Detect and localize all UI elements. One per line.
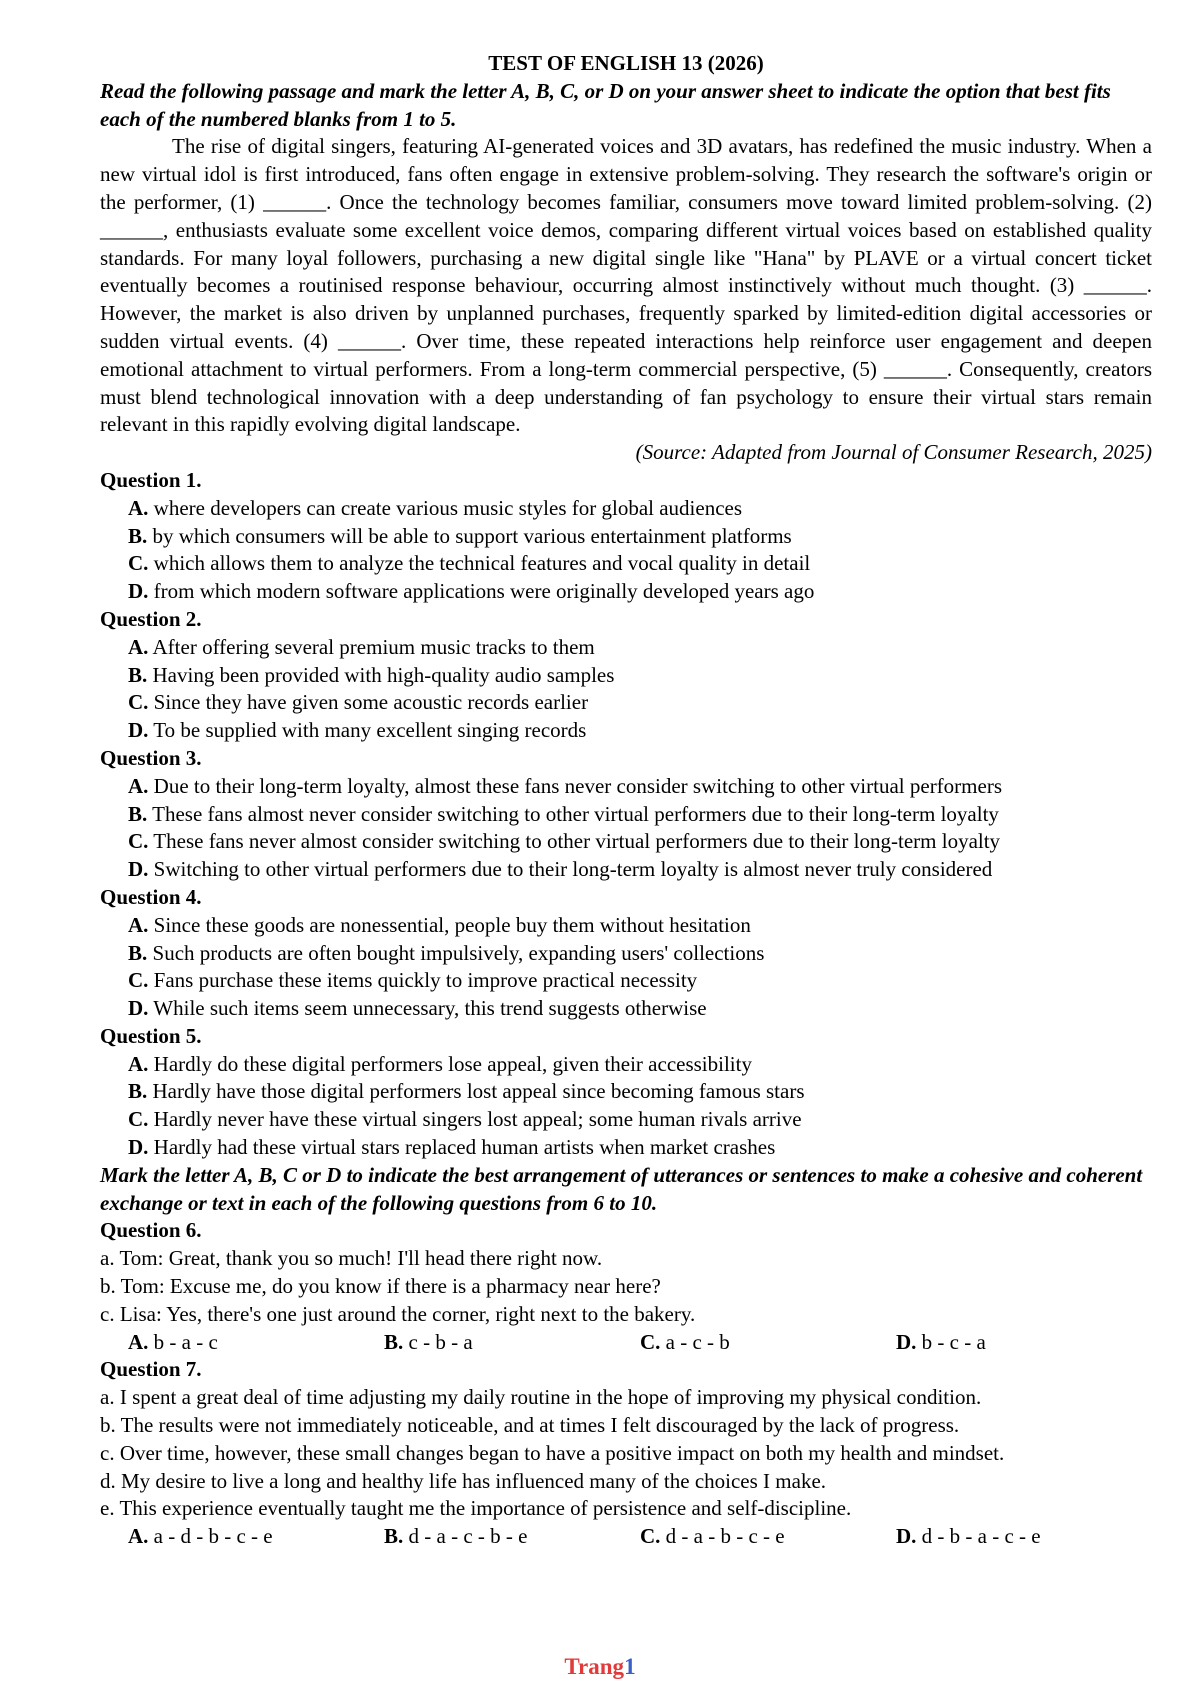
question-1	[100, 467, 1152, 606]
option-b[interactable]	[100, 940, 1152, 968]
question-heading: Question 3.	[100, 745, 202, 770]
page-footer	[0, 1654, 1200, 1680]
option-letter: C.	[128, 968, 149, 993]
option-letter: B.	[128, 662, 148, 687]
option-d[interactable]	[100, 578, 1152, 606]
option-letter: C.	[128, 1107, 149, 1132]
question-2	[100, 606, 1152, 745]
option-text: d - a - b - c - e	[665, 1524, 785, 1549]
question-heading: Question 2.	[100, 606, 202, 631]
option-letter: A.	[128, 773, 149, 798]
option-a[interactable]	[128, 1523, 384, 1551]
question-heading: Question 7.	[100, 1357, 202, 1382]
sentence-line: a. I spent a great deal of time adjusting my daily routine in the hope of improving my physical condition.	[100, 1385, 982, 1410]
question-heading: Question 4.	[100, 884, 202, 909]
option-text: These fans never almost consider switching to other virtual performers due to their long-term loyalty	[153, 829, 1001, 854]
option-text: Hardly have those digital performers lost appeal since becoming famous stars	[152, 1079, 805, 1104]
option-letter: C.	[640, 1524, 661, 1549]
option-text: While such items seem unnecessary, this trend suggests otherwise	[153, 996, 707, 1021]
option-letter: A.	[128, 912, 149, 937]
option-text: c - b - a	[408, 1329, 473, 1354]
option-letter: B.	[384, 1524, 404, 1549]
question-heading: Question 6.	[100, 1218, 202, 1243]
option-letter: D.	[896, 1329, 917, 1354]
option-c[interactable]	[100, 967, 1152, 995]
option-c[interactable]	[640, 1523, 896, 1551]
page-number: 1	[624, 1654, 636, 1679]
option-a[interactable]	[128, 1329, 384, 1357]
question-heading: Question 1.	[100, 467, 202, 492]
option-text: b - c - a	[921, 1329, 986, 1354]
sentence-line: b. Tom: Excuse me, do you know if there is a pharmacy near here?	[100, 1274, 661, 1299]
option-text: To be supplied with many excellent singing records	[153, 718, 587, 743]
option-text: Hardly had these virtual stars replaced human artists when market crashes	[153, 1135, 776, 1160]
option-letter: B.	[128, 940, 148, 965]
answer-options-row	[100, 1523, 1152, 1551]
page-title: TEST OF ENGLISH 13 (2026)	[488, 51, 764, 75]
option-letter: D.	[128, 857, 149, 882]
option-d[interactable]	[100, 717, 1152, 745]
sentence-line: b. The results were not immediately noticeable, and at times I felt discouraged by the lack of progress.	[100, 1413, 960, 1438]
option-text: b - a - c	[153, 1329, 218, 1354]
option-letter: D.	[128, 996, 149, 1021]
option-letter: A.	[128, 1051, 149, 1076]
option-d[interactable]	[100, 1134, 1152, 1162]
option-letter: A.	[128, 495, 149, 520]
option-b[interactable]	[100, 662, 1152, 690]
option-text: Due to their long-term loyalty, almost these fans never consider switching to other virtual performers	[153, 773, 1002, 798]
option-text: Switching to other virtual performers due to their long-term loyalty is almost never truly considered	[153, 857, 993, 882]
option-letter: D.	[128, 1135, 149, 1160]
option-letter: C.	[128, 690, 149, 715]
option-a[interactable]	[100, 912, 1152, 940]
option-letter: B.	[128, 1079, 148, 1104]
option-text: Since they have given some acoustic records earlier	[153, 690, 589, 715]
reading-passage	[100, 133, 1152, 439]
option-c[interactable]	[100, 1106, 1152, 1134]
sentence-line: c. Over time, however, these small changes began to have a positive impact on both my health and mindset.	[100, 1440, 1005, 1465]
passage-text: The rise of digital singers, featuring AI-generated voices and 3D avatars, has redefined the music industry. When a new virtual idol is first introduced, fans often engage in extensive problem-solving. They research the software's origin or the performer, (1) ______. Once the technology becomes familiar, consumers move toward limited problem-solving. (2) ______, enthusiasts evaluate some excellent voice demos, comparing different virtual voices based on established quality standards. For many loyal followers, purchasing a new digital single like "Hana" by PLAVE or a virtual concert ticket eventually becomes a routinised response behaviour, occurring almost instinctively without much thought. (3) ______. However, the market is also driven by unplanned purchases, frequently sparked by limited-edition digital accessories or sudden virtual events. (4) ______. Over time, these repeated interactions help reinforce user engagement and deepen emotional attachment to virtual performers. From a long-term commercial perspective, (5) ______. Consequently, creators must blend technological innovation with a deep understanding of fan psychology to ensure their virtual stars remain relevant in this rapidly evolving digital landscape.	[100, 134, 1152, 437]
option-d[interactable]	[896, 1329, 1152, 1357]
exam-page	[100, 50, 1152, 1551]
option-text: Since these goods are nonessential, people buy them without hesitation	[153, 912, 751, 937]
option-text: by which consumers will be able to support various entertainment platforms	[152, 523, 792, 548]
option-letter: A.	[128, 1329, 149, 1354]
section2-instruction: Mark the letter A, B, C or D to indicate the best arrangement of utterances or sentences to make a cohesive and coherent exchange or text in each of the following questions from 6 to 10.	[100, 1162, 1143, 1215]
question-7	[100, 1356, 1152, 1551]
sentence-line: e. This experience eventually taught me the importance of persistence and self-discipline.	[100, 1496, 852, 1521]
option-letter: D.	[896, 1524, 917, 1549]
option-letter: B.	[128, 523, 148, 548]
question-5	[100, 1023, 1152, 1162]
option-letter: C.	[128, 551, 149, 576]
question-heading: Question 5.	[100, 1023, 202, 1048]
question-6	[100, 1217, 1152, 1356]
option-letter: A.	[128, 634, 149, 659]
option-text: Having been provided with high-quality audio samples	[152, 662, 615, 687]
option-text: d - b - a - c - e	[921, 1524, 1041, 1549]
option-letter: B.	[128, 801, 148, 826]
option-text: Hardly do these digital performers lose appeal, given their accessibility	[153, 1051, 752, 1076]
option-b[interactable]	[384, 1329, 640, 1357]
option-letter: D.	[128, 579, 149, 604]
answer-options-row	[100, 1329, 1152, 1357]
option-b[interactable]	[100, 801, 1152, 829]
option-a[interactable]	[100, 495, 1152, 523]
option-letter: D.	[128, 718, 149, 743]
option-text: Fans purchase these items quickly to improve practical necessity	[153, 968, 698, 993]
option-c[interactable]	[100, 689, 1152, 717]
option-text: where developers can create various music styles for global audiences	[153, 495, 743, 520]
page-label: Trang	[564, 1654, 625, 1679]
option-d[interactable]	[100, 995, 1152, 1023]
sentence-line: d. My desire to live a long and healthy life has influenced many of the choices I make.	[100, 1468, 827, 1493]
section1-instruction: Read the following passage and mark the letter A, B, C, or D on your answer sheet to indicate the option that best fits each of the numbered blanks from 1 to 5.	[100, 78, 1111, 131]
option-d[interactable]	[100, 856, 1152, 884]
option-a[interactable]	[100, 634, 1152, 662]
option-letter: B.	[384, 1329, 404, 1354]
option-text: After offering several premium music tracks to them	[152, 634, 595, 659]
option-text: These fans almost never consider switching to other virtual performers due to their long-term loyalty	[152, 801, 999, 826]
option-letter: C.	[128, 829, 149, 854]
option-a[interactable]	[100, 773, 1152, 801]
option-text: Hardly never have these virtual singers lost appeal; some human rivals arrive	[153, 1107, 802, 1132]
option-c[interactable]	[640, 1329, 896, 1357]
question-4	[100, 884, 1152, 1023]
passage-source: (Source: Adapted from Journal of Consumer Research, 2025)	[635, 440, 1152, 465]
option-text: which allows them to analyze the technical features and vocal quality in detail	[153, 551, 811, 576]
option-b[interactable]	[384, 1523, 640, 1551]
option-d[interactable]	[896, 1523, 1152, 1551]
sentence-line: a. Tom: Great, thank you so much! I'll head there right now.	[100, 1246, 603, 1271]
option-b[interactable]	[100, 523, 1152, 551]
question-3	[100, 745, 1152, 884]
option-a[interactable]	[100, 1051, 1152, 1079]
option-text: d - a - c - b - e	[408, 1524, 528, 1549]
option-text: a - c - b	[665, 1329, 730, 1354]
option-text: Such products are often bought impulsively, expanding users' collections	[152, 940, 765, 965]
option-text: a - d - b - c - e	[153, 1524, 273, 1549]
sentence-line: c. Lisa: Yes, there's one just around the corner, right next to the bakery.	[100, 1301, 696, 1326]
option-letter: C.	[640, 1329, 661, 1354]
option-c[interactable]	[100, 828, 1152, 856]
option-letter: A.	[128, 1524, 149, 1549]
option-text: from which modern software applications were originally developed years ago	[153, 579, 815, 604]
option-c[interactable]	[100, 550, 1152, 578]
option-b[interactable]	[100, 1078, 1152, 1106]
